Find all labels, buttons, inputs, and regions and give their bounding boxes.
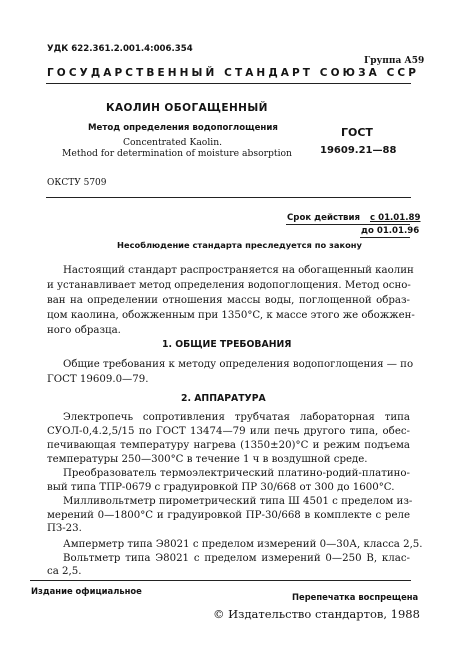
apparatus-line: температуры 250—300°C в течение 1 ч в воздушной среде. xyxy=(47,454,368,465)
intro-paragraph xyxy=(47,263,415,338)
intro-line: ного образца. xyxy=(47,325,121,336)
apparatus-line: Амперметр типа Э8021 с пределом измерений 0—30А, класса 2,5. xyxy=(63,539,423,550)
english-title-line1: Concentrated Kaolin. xyxy=(123,137,223,148)
validity-underline xyxy=(286,224,410,225)
apparatus-line: печивающая температуру нагрева (1350±20)°C и режим подъема xyxy=(47,440,410,451)
reprint-notice: Перепечатка воспрещена xyxy=(292,592,419,602)
copyright-notice: © Издательство стандартов, 1988 xyxy=(213,607,420,621)
validity-to: до 01.01.96 xyxy=(361,226,420,236)
section1-line: ГОСТ 19609.0—79. xyxy=(47,374,149,385)
document-subtitle: Метод определения водопоглощения xyxy=(88,123,278,133)
section1-heading: 1. ОБЩИЕ ТРЕБОВАНИЯ xyxy=(162,339,292,350)
okstu-code: ОКСТУ 5709 xyxy=(47,178,107,188)
intro-line: Настоящий стандарт распространяется на обогащенный каолин xyxy=(63,265,414,276)
udk-code: УДК 622.361.2.001.4:006.354 xyxy=(47,44,193,54)
apparatus-line: вый типа ТПР-0679 с градуировкой ПР 30/668 от 300 до 1600°C. xyxy=(47,482,395,493)
document-title: КАОЛИН ОБОГАЩЕННЫЙ xyxy=(106,102,268,114)
apparatus-line: Милливольтметр пирометрический типа Ш 4501 с пределом из- xyxy=(63,496,413,507)
legal-warning: Несоблюдение стандарта преследуется по закону xyxy=(117,240,362,250)
apparatus-line: Преобразователь термоэлектрический платино-родий-платино- xyxy=(63,468,410,479)
english-title-line2: Method for determination of moisture absorption xyxy=(62,148,292,159)
section2-heading: 2. АППАРАТУРА xyxy=(181,393,266,404)
apparatus-millivoltmeter xyxy=(47,495,413,536)
validity-underline-2 xyxy=(360,237,410,238)
intro-line: ван на определении отношения массы воды, поглощенной образ- xyxy=(47,295,410,306)
validity-from: с 01.01.89 xyxy=(370,213,421,223)
official-edition: Издание официальное xyxy=(31,586,142,596)
apparatus-meters xyxy=(47,538,423,579)
apparatus-thermocouple xyxy=(47,467,410,495)
standard-banner: ГОСУДАРСТВЕННЫЙ СТАНДАРТ СОЮЗА ССР xyxy=(47,67,420,79)
group-code: Группа А59 xyxy=(364,56,425,66)
apparatus-line: са 2,5. xyxy=(47,566,82,577)
title-rule xyxy=(46,197,411,198)
apparatus-line: ПЗ-23. xyxy=(47,523,82,534)
section1-line: Общие требования к методу определения водопоглощения — по xyxy=(63,359,414,370)
apparatus-furnace xyxy=(47,411,410,467)
gost-label: ГОСТ xyxy=(341,126,373,139)
apparatus-line: СУОЛ-0,4.2,5/15 по ГОСТ 13474—79 или печь другого типа, обес- xyxy=(47,426,410,437)
footer-rule xyxy=(30,580,411,581)
apparatus-line: Вольтметр типа Э8021 с пределом измерений 0—250 В, клас- xyxy=(63,552,410,564)
intro-line: цом каолина, обожженным при 1350°C, к массе этого же обожжен- xyxy=(47,310,415,321)
header-rule xyxy=(46,83,411,84)
gost-number: 19609.21—88 xyxy=(320,145,397,156)
apparatus-line: мерений 0—1800°C и градуировкой ПР-30/668 в комплекте с реле xyxy=(47,509,410,521)
intro-line: и устанавливает метод определения водопоглощения. Метод осно- xyxy=(47,280,411,291)
section1-paragraph xyxy=(47,357,414,387)
validity-label: Срок действия xyxy=(287,213,361,223)
apparatus-line: Электропечь сопротивления трубчатая лабораторная типа xyxy=(63,412,410,423)
